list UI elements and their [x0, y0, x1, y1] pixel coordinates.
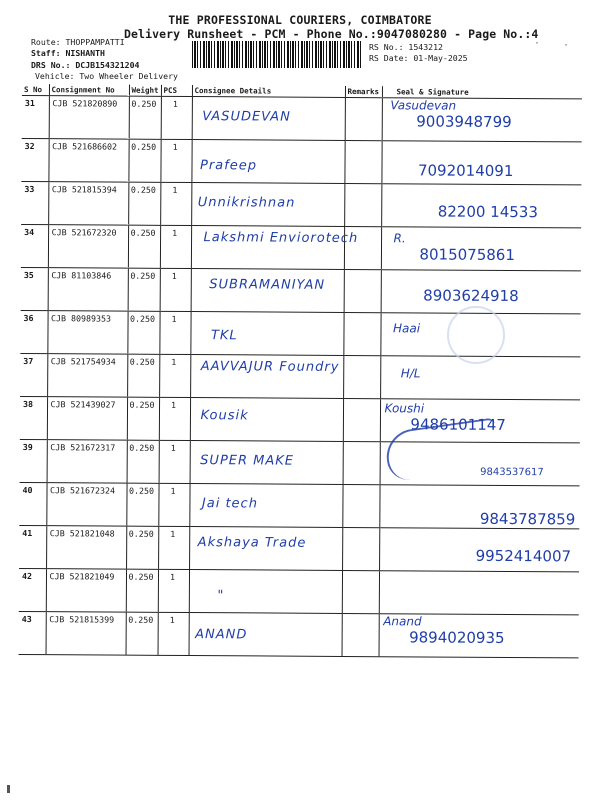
remarks-cell	[342, 527, 379, 570]
col-remarks: Remarks	[345, 86, 382, 98]
consignment-number: CJB 521672317	[47, 440, 127, 483]
weight-value: 0.250	[127, 440, 159, 483]
signature-cell	[379, 485, 579, 529]
consignee-name: SUBRAMANIYAN	[209, 277, 326, 293]
pcs-value: 1	[160, 268, 191, 311]
table-row	[21, 267, 581, 313]
signature-text: H/L	[400, 366, 421, 381]
col-weight: Weight	[129, 85, 161, 97]
margin-mark	[7, 785, 10, 793]
weight-value: 0.250	[128, 139, 160, 182]
signature-cell	[382, 98, 582, 142]
consignee-name: Akshaya Trade	[197, 535, 307, 551]
col-consignment: Consignment No	[49, 84, 129, 96]
runsheet-table	[19, 84, 582, 658]
signature-phone: 82200 14533	[437, 202, 538, 222]
consignee-cell	[190, 355, 343, 399]
weight-value: 0.250	[128, 225, 160, 268]
col-pcs: PCS	[161, 85, 192, 97]
pcs-value: 1	[159, 354, 190, 397]
weight-value: 0.250	[127, 397, 159, 440]
row-sno: 40	[19, 482, 46, 525]
consignee-cell	[191, 183, 344, 227]
row-sno: 41	[19, 525, 46, 568]
weight-value: 0.250	[129, 96, 161, 139]
consignment-number: CJB 521672324	[46, 483, 126, 526]
consignee-name: Kousik	[200, 408, 249, 424]
consignee-name: SUPER MAKE	[200, 453, 295, 469]
drs-number: DRS No.: DCJB154321204	[31, 60, 140, 70]
route-label: Route: THOPPAMPATTI	[31, 37, 125, 47]
consignment-number: CJB 521820890	[49, 96, 129, 139]
signature-text: Vasudevan	[390, 98, 457, 113]
rs-date: RS Date: 01-May-2025	[369, 53, 468, 63]
pcs-value: 1	[158, 612, 189, 655]
signature-text: Haai	[392, 321, 421, 336]
weight-value: 0.250	[127, 311, 159, 354]
consignee-name: TKL	[210, 328, 238, 344]
speck-mark: ·	[534, 38, 541, 49]
consignment-number: CJB 521815399	[46, 612, 126, 655]
consignee-name: Lakshmi Enviorotech	[203, 230, 359, 247]
consignee-cell	[189, 570, 342, 614]
row-sno: 33	[21, 181, 48, 224]
runsheet-subtitle: Delivery Runsheet - PCM - Phone No.:9047080280 - Page No.:4	[124, 27, 539, 41]
weight-value: 0.250	[126, 483, 158, 526]
pcs-value: 1	[160, 139, 191, 182]
consignment-number: CJB 521672320	[48, 225, 128, 268]
signature-phone: 9952414007	[475, 546, 572, 566]
remarks-cell	[342, 484, 379, 527]
consignment-number: CJB 521821049	[46, 569, 126, 612]
consignment-number: CJB 80989353	[47, 311, 127, 354]
pcs-value: 1	[160, 182, 191, 225]
table-row	[22, 95, 582, 141]
signature-phone: 9843537617	[480, 466, 544, 479]
remarks-cell	[344, 183, 381, 226]
row-sno: 35	[21, 267, 48, 310]
vehicle-label: Vehicle: Two Wheeler Delivery	[35, 71, 178, 81]
signature-cell	[379, 571, 579, 615]
remarks-cell	[343, 398, 380, 441]
table-row	[21, 224, 581, 270]
consignment-number: CJB 521821048	[46, 526, 126, 569]
pcs-value: 1	[160, 225, 191, 268]
signature-cell	[381, 141, 581, 185]
table-row	[20, 353, 580, 399]
consignment-number: CJB 521686602	[48, 139, 128, 182]
signature-phone: 9003948799	[416, 112, 512, 131]
remarks-cell	[344, 226, 381, 269]
signature-cell	[381, 184, 581, 228]
remarks-cell	[344, 269, 381, 312]
table-row	[19, 482, 579, 528]
remarks-cell	[343, 355, 380, 398]
remarks-cell	[344, 140, 381, 183]
consignee-name: VASUDEVAN	[202, 109, 291, 125]
consignee-name: ANAND	[195, 627, 248, 643]
consignee-name: Prafeep	[199, 158, 258, 174]
row-sno: 37	[20, 353, 47, 396]
row-sno: 43	[19, 611, 46, 654]
weight-value: 0.250	[126, 612, 158, 655]
col-sno: S No	[22, 84, 49, 96]
row-sno: 36	[20, 310, 47, 353]
table-row	[19, 525, 579, 571]
rs-number: RS No.: 1543212	[369, 42, 443, 52]
remarks-cell	[345, 97, 382, 140]
col-consignee: Consignee Details	[192, 85, 345, 97]
pcs-value: 1	[161, 96, 192, 139]
signature-phone: 7092014091	[417, 161, 514, 181]
signature-text: R.	[393, 231, 406, 246]
consignment-number: CJB 521439027	[47, 397, 127, 440]
consignment-number: CJB 81103846	[48, 268, 128, 311]
company-title: THE PROFESSIONAL COURIERS, COIMBATORE	[168, 13, 432, 27]
weight-value: 0.250	[126, 569, 158, 612]
pcs-value: 1	[158, 483, 189, 526]
signature-phone: 9894020935	[409, 628, 505, 647]
table-row	[21, 181, 581, 227]
pcs-value: 1	[158, 569, 189, 612]
signature-phone: 8903624918	[423, 286, 519, 306]
pcs-value: 1	[159, 440, 190, 483]
row-sno: 39	[20, 439, 47, 482]
pcs-value: 1	[158, 526, 189, 569]
consignee-cell	[189, 484, 342, 528]
col-signature: Seal & Signature	[382, 86, 582, 99]
row-sno: 31	[22, 95, 49, 138]
row-sno: 32	[21, 138, 48, 181]
signature-phone: 8015075861	[419, 245, 515, 265]
consignment-number: CJB 521754934	[47, 354, 127, 397]
signature-phone: 9486101147	[410, 415, 506, 434]
consignee-cell	[192, 97, 345, 141]
weight-value: 0.250	[126, 526, 158, 569]
staff-label: Staff: NISHANTH	[31, 48, 105, 58]
consignee-cell	[190, 312, 343, 356]
signature-cell	[379, 614, 579, 658]
remarks-cell	[343, 312, 380, 355]
barcode	[192, 41, 362, 68]
weight-value: 0.250	[128, 182, 160, 225]
consignment-number: CJB 521815394	[48, 182, 128, 225]
consignee-cell	[189, 613, 342, 657]
signature-cell	[379, 528, 579, 572]
table-row	[19, 568, 579, 614]
consignee-name: Jai tech	[201, 496, 259, 512]
remarks-cell	[342, 613, 379, 656]
row-sno: 42	[19, 568, 46, 611]
row-sno: 34	[21, 224, 48, 267]
consignee-cell	[191, 269, 344, 313]
consignee-cell	[190, 398, 343, 442]
weight-value: 0.250	[127, 354, 159, 397]
consignee-cell	[190, 441, 343, 485]
seal-stamp	[447, 306, 505, 364]
table-row	[19, 611, 579, 657]
remarks-cell	[343, 441, 380, 484]
signature-cell	[381, 227, 581, 271]
consignee-name: AAVVAJUR Foundry	[200, 359, 340, 375]
signature-text: Anand	[383, 614, 422, 629]
signature-phone: 9843787859	[479, 509, 576, 529]
speck-mark: ·	[563, 40, 570, 51]
table-row	[21, 138, 581, 184]
signature-text: Koushi	[384, 401, 425, 416]
weight-value: 0.250	[128, 268, 160, 311]
pcs-value: 1	[159, 397, 190, 440]
consignee-cell	[191, 140, 344, 184]
consignee-name: "	[217, 588, 225, 604]
pcs-value: 1	[159, 311, 190, 354]
consignee-name: Unnikrishnan	[197, 195, 296, 211]
consignee-cell	[191, 226, 359, 270]
consignee-cell	[189, 527, 342, 571]
remarks-cell	[342, 570, 379, 613]
row-sno: 38	[20, 396, 47, 439]
